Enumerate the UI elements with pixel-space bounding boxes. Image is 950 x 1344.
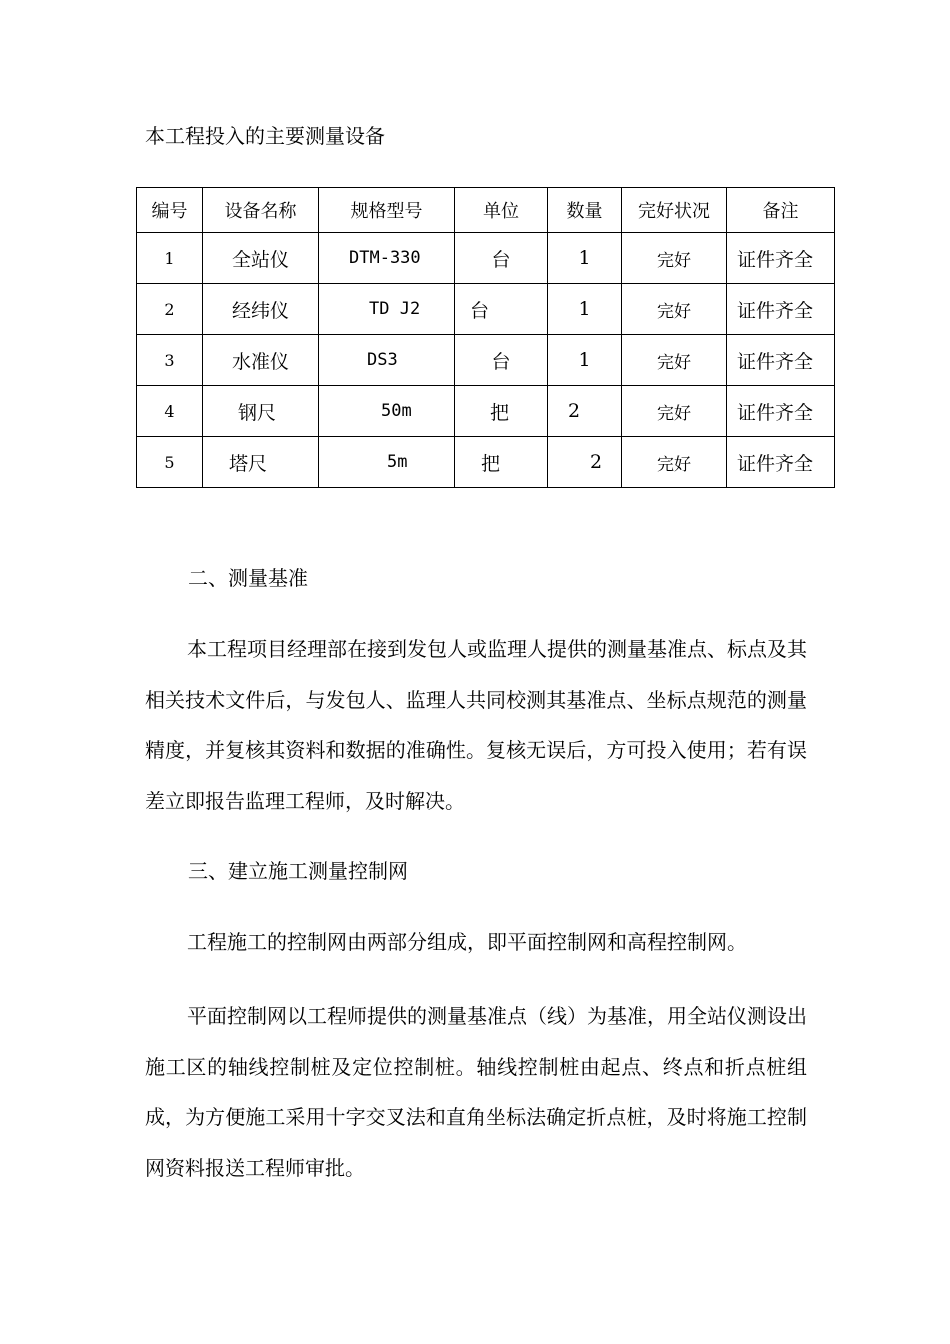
cell-quantity: 1 bbox=[548, 335, 622, 386]
cell-condition: 完好 bbox=[622, 335, 727, 386]
header-cell-condition: 完好状况 bbox=[622, 188, 727, 233]
cell-remarks: 证件齐全 bbox=[727, 437, 835, 488]
cell-device-name: 水准仪 bbox=[203, 335, 319, 386]
cell-device-name: 塔尺 bbox=[203, 437, 319, 488]
cell-unit: 把 bbox=[455, 437, 548, 488]
cell-number: 2 bbox=[137, 284, 203, 335]
table-row bbox=[137, 233, 835, 284]
table-header-row bbox=[137, 188, 835, 233]
section-heading-control-network: 三、建立施工测量控制网 bbox=[188, 859, 408, 883]
paragraph-plane-control-network: 平面控制网以工程师提供的测量基准点（线）为基准，用全站仪测设出施工区的轴线控制桩及定位控制桩。轴线控制桩由起点、终点和折点桩组成，为方便施工采用十字交叉法和直角坐标法确定折点桩，及时将施工控制网资料报送工程师审批。 bbox=[145, 1004, 807, 1180]
cell-device-name: 全站仪 bbox=[203, 233, 319, 284]
cell-remarks: 证件齐全 bbox=[727, 386, 835, 437]
header-cell-quantity: 数量 bbox=[548, 188, 622, 233]
cell-number: 5 bbox=[137, 437, 203, 488]
cell-number: 3 bbox=[137, 335, 203, 386]
paragraph-control-network-composition: 工程施工的控制网由两部分组成，即平面控制网和高程控制网。 bbox=[187, 930, 747, 954]
cell-unit: 台 bbox=[455, 335, 548, 386]
cell-model: DTM-330 bbox=[319, 233, 455, 284]
cell-number: 1 bbox=[137, 233, 203, 284]
table-row bbox=[137, 335, 835, 386]
cell-quantity: 1 bbox=[548, 233, 622, 284]
cell-number: 4 bbox=[137, 386, 203, 437]
header-cell-number: 编号 bbox=[137, 188, 203, 233]
cell-quantity: 2 bbox=[548, 386, 622, 437]
cell-remarks: 证件齐全 bbox=[727, 335, 835, 386]
cell-model: 5m bbox=[319, 437, 455, 488]
cell-model: 50m bbox=[319, 386, 455, 437]
cell-model: DS3 bbox=[319, 335, 455, 386]
cell-quantity: 2 bbox=[548, 437, 622, 488]
cell-device-name: 经纬仪 bbox=[203, 284, 319, 335]
cell-model: TD J2 bbox=[319, 284, 455, 335]
header-cell-model: 规格型号 bbox=[319, 188, 455, 233]
header-cell-remarks: 备注 bbox=[727, 188, 835, 233]
table-row bbox=[137, 437, 835, 488]
cell-device-name: 钢尺 bbox=[203, 386, 319, 437]
paragraph-survey-datum: 本工程项目经理部在接到发包人或监理人提供的测量基准点、标点及其相关技术文件后，与发包人、监理人共同校测其基准点、坐标点规范的测量精度，并复核其资料和数据的准确性。复核无误后，方可投入使用；若有误差立即报告监理工程师，及时解决。 bbox=[145, 637, 807, 813]
table-caption: 本工程投入的主要测量设备 bbox=[145, 124, 385, 148]
header-cell-unit: 单位 bbox=[455, 188, 548, 233]
cell-condition: 完好 bbox=[622, 386, 727, 437]
cell-condition: 完好 bbox=[622, 284, 727, 335]
cell-condition: 完好 bbox=[622, 233, 727, 284]
cell-condition: 完好 bbox=[622, 437, 727, 488]
table-row bbox=[137, 284, 835, 335]
header-cell-device-name: 设备名称 bbox=[203, 188, 319, 233]
cell-quantity: 1 bbox=[548, 284, 622, 335]
equipment-table bbox=[136, 187, 835, 488]
section-heading-survey-datum: 二、测量基准 bbox=[188, 566, 308, 590]
cell-remarks: 证件齐全 bbox=[727, 284, 835, 335]
cell-unit: 把 bbox=[455, 386, 548, 437]
table-row bbox=[137, 386, 835, 437]
cell-remarks: 证件齐全 bbox=[727, 233, 835, 284]
cell-unit: 台 bbox=[455, 284, 548, 335]
cell-unit: 台 bbox=[455, 233, 548, 284]
